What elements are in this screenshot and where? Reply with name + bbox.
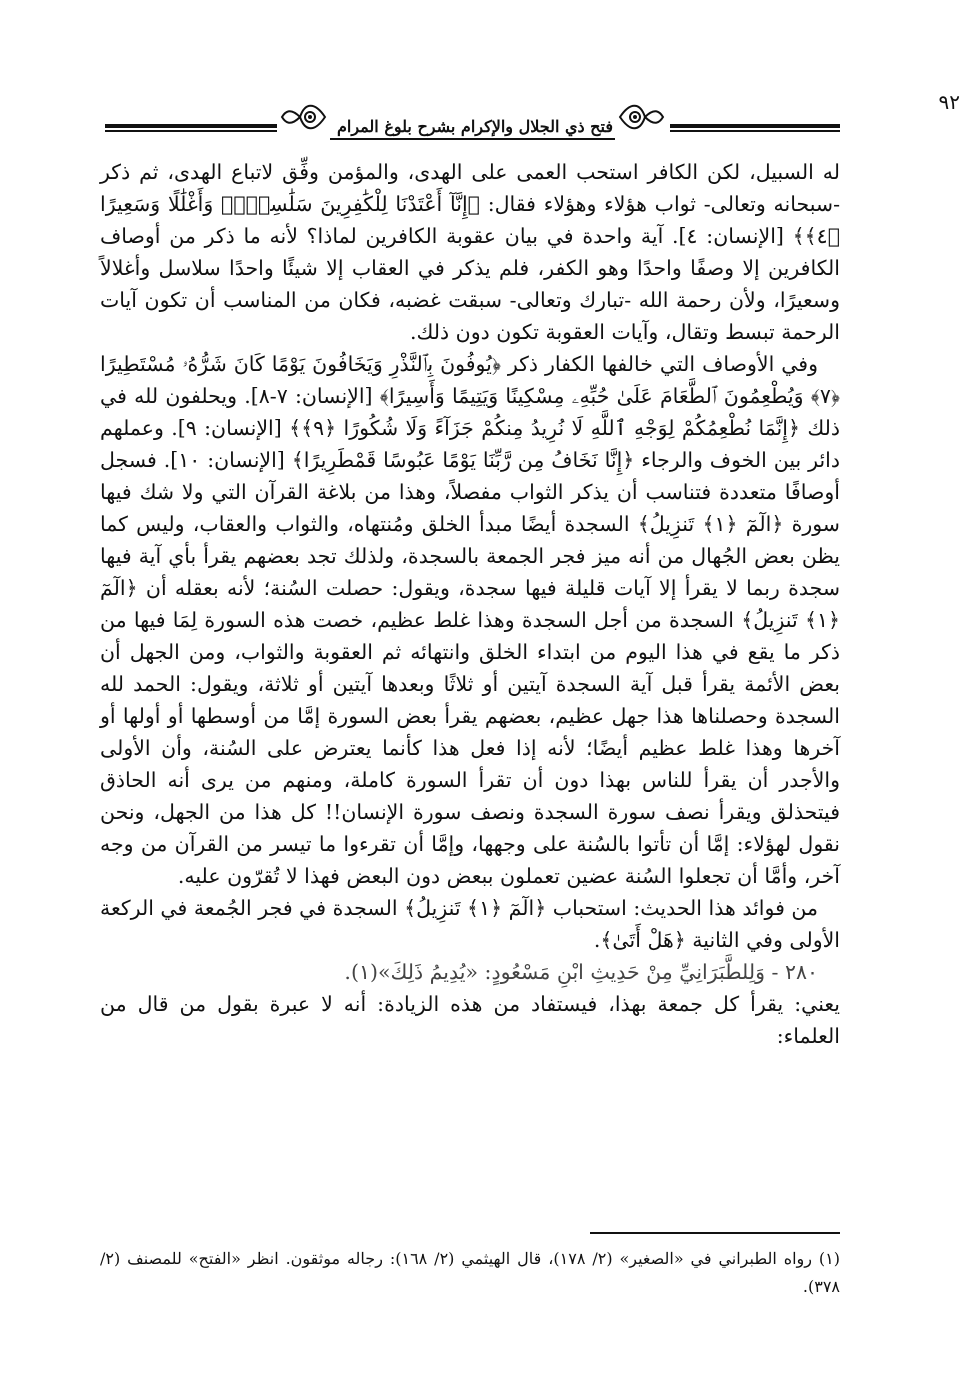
ornament-left-icon — [280, 92, 330, 142]
header-title-underline — [330, 138, 615, 140]
hadith-280: ٢٨٠ - وَلِلطَّبَرَانِيِّ مِنْ حَدِيثِ ابْنِ مَسْعُودٍ: «يُدِيمُ ذَلِكَ»(١). — [344, 960, 818, 984]
page-number: ٩٢ — [938, 90, 960, 114]
footnote-separator — [590, 1232, 840, 1234]
header-rule-right-thin — [670, 130, 840, 132]
main-text — [100, 156, 840, 1052]
header-rule-left-thin — [105, 130, 277, 132]
header-rule-right-thick — [670, 124, 840, 128]
footnotes — [100, 1245, 840, 1301]
header-rule-left-thick — [105, 124, 277, 128]
paragraph-explanation: يعني: يقرأ كل جمعة بهذا، فيستفاد من هذه الزيادة: أنه لا عبرة بقول من قال من العلماء: — [100, 992, 840, 1048]
footnote-1: (١) رواه الطبراني في «الصغير» (٢/ ١٧٨)، قال الهيثمي (٢/ ١٦٨): رجاله موثقون. انظر «الفتح» للمصنف (٢/ ٣٧٨). — [100, 1249, 840, 1296]
paragraph-2: وفي الأوصاف التي خالفها الكفار ذكر ﴿يُوفُونَ بِٱلنَّذْرِ وَيَخَافُونَ يَوْمًا كَانَ شَرُّهُۥ مُسْتَطِيرًا ﴿٧﴾ وَيُطْعِمُونَ ٱلطَّعَامَ عَلَىٰ حُبِّهِۦ مِسْكِينًا وَيَتِيمًا وَأَسِيرًا﴾ [الإنسان: ٧-٨]. ويحلفون لله في ذلك ﴿إِنَّمَا نُطْعِمُكُمْ لِوَجْهِ ٱللَّهِ لَا نُرِيدُ مِنكُمْ جَزَآءً وَلَا شُكُورًا ﴿٩﴾﴾ [الإنسان: ٩]. وعملهم دائر بين الخوف والرجاء ﴿إِنَّا نَخَافُ مِن رَّبِّنَا يَوْمًا عَبُوسًا قَمْطَرِيرًا﴾ [الإنسان: ١٠]. فسجل أوصافًا متعددة فتناسب أن يذكر الثواب مفصلاً، وهذا من بلاغة القرآن التي ولا شك فيها سورة ﴿الٓمٓ ﴿١﴾ تَنزِيلُ﴾ السجدة أيضًا مبدأ الخلق ومُنتهاه، والثواب والعقاب، وليس كما يظن بعض الجُهال من أنه ميز فجر الجمعة بالسجدة، ولذلك تجد بعضهم يقرأ بأي آية فيها سجدة ربما لا يقرأ إلا آيات قليلة فيها سجدة، ويقول: حصلت السُنة؛ لأنه بعقله أن ﴿الٓمٓ ﴿١﴾ تَنزِيلُ﴾ السجدة من أجل السجدة وهذا غلط عظيم، خصت هذه السورة لِمَا فيها من ذكر ما يقع في هذا اليوم من ابتداء الخلق وانتهائه ثم العقوبة والثواب، ومن الجهل أن بعض الأئمة يقرأ قبل آية السجدة آيتين أو ثلاثًا وبعدها آيتين أو ثلاثة، ويقول: الحمد لله السجدة وحصلناها هذا جهل عظيم، بعضهم يقرأ بعض السورة إمَّا من أوسطها أو أولها أو آخرها وهذا غلط عظيم أيضًا؛ لأنه إذا فعل هذا كأنما يعترض على السُنة، وأن الأولى والأجدر أن يقرأ للناس بهذا دون أن تقرأ السورة كاملة، ومنهم من يرى أنه الحاذق فيتحذلق ويقرأ نصف سورة السجدة ونصف سورة الإنسان!! كل هذا من الجهل، ونحن نقول لهؤلاء: إمَّا أن تأتوا بالسُنة على وجهها، وإمَّا أن تقرءوا ما تيسر من القرآن من وجه آخر، وأمَّا أن تجعلوا السُنة عضين تعملون ببعض دون البعض فهذا لا تُقرّون عليه. — [100, 352, 840, 888]
running-title: فتح ذي الجلال والإكرام بشرح بلوغ المرام — [337, 117, 613, 136]
paragraph-1: له السبيل، لكن الكافر استحب العمى على الهدى، والمؤمن وفِّق لاتباع الهدى، ثم ذكر -سبحانه وتعالى- ثواب هؤلاء وهؤلاء فقال: ﴿إِنَّآ أَعْتَدْنَا لِلْكَٰفِرِينَ سَلَٰسِلَا۟ وَأَغْلَٰلًا وَسَعِيرًا ﴿٤﴾﴾ [الإنسان: ٤]. آية واحدة في بيان عقوبة الكافرين لماذا؟ لأنه ما ذكر من أوصاف الكافرين إلا وصفًا واحدًا وهو الكفر، فلم يذكر في العقاب إلا شيئًا واحدًا سلاسل وأغلالاً وسعيرًا، ولأن رحمة الله -تبارك وتعالى- سبقت غضبه، فكان من المناسب أن تكون آيات الرحمة تبسط وتقال، وآيات العقوبة تكون دون ذلك. — [100, 160, 840, 344]
paragraph-benefits: من فوائد هذا الحديث: استحباب ﴿الٓمٓ ﴿١﴾ تَنزِيلُ﴾ السجدة في فجر الجُمعة في الركعة الأولى وفي الثانية ﴿هَلْ أَتَىٰ﴾. — [100, 896, 840, 952]
